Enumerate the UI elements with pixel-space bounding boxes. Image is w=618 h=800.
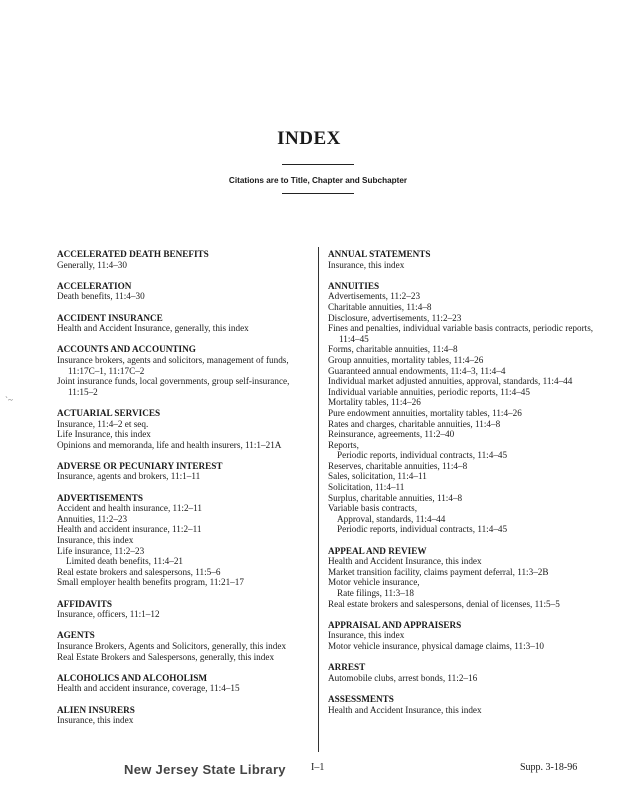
index-entry: Individual variable annuities, periodic reports, 11:4–45 <box>328 386 530 397</box>
index-heading: ANNUAL STATEMENTS <box>328 249 431 259</box>
index-entry: Insurance Brokers, Agents and Solicitors, generally, this index <box>57 640 287 651</box>
index-section <box>57 630 307 662</box>
index-entry: Reinsurance, agreements, 11:2–40 <box>328 429 455 440</box>
index-section <box>328 546 598 610</box>
index-section <box>57 313 307 334</box>
index-entry: Insurance, officers, 11:1–12 <box>57 609 160 620</box>
index-entry: Disclosure, advertisements, 11:2–23 <box>328 312 462 323</box>
index-entry: Solicitation, 11:4–11 <box>328 482 405 493</box>
index-entry: Rates and charges, charitable annuities, 11:4–8 <box>328 418 501 429</box>
index-entry: Reports, <box>328 439 359 450</box>
index-entry: Health and Accident Insurance, this index <box>328 704 482 715</box>
index-entry: Insurance brokers, agents and solicitors, management of funds, 11:17C–1, 11:17C–2 <box>57 354 289 376</box>
index-entry: Insurance, this index <box>57 535 134 546</box>
index-entry: Market transition facility, claims payment deferral, 11:3–2B <box>328 566 549 577</box>
index-entry: Insurance, this index <box>328 630 405 641</box>
index-entry: Pure endowment annuities, mortality tables, 11:4–26 <box>328 407 522 418</box>
supplement-date: Supp. 3-18-96 <box>520 762 578 773</box>
index-entry: Insurance, this index <box>328 259 405 270</box>
index-entry: Guaranteed annual endowments, 11:4–3, 11:4–4 <box>328 365 506 376</box>
index-entry: Periodic reports, individual contracts, 11:4–45 <box>337 524 508 535</box>
index-entry: Reserves, charitable annuities, 11:4–8 <box>328 460 468 471</box>
index-heading: ADVERSE OR PECUNIARY INTEREST <box>57 460 223 471</box>
index-entry: Annuities, 11:2–23 <box>57 513 128 524</box>
index-entry: Real Estate Brokers and Salespersons, generally, this index <box>57 651 275 662</box>
index-entry: Sales, solicitation, 11:4–11 <box>328 471 427 482</box>
index-entry: Small employer health benefits program, 11:21–17 <box>57 577 244 588</box>
index-heading: ADVERTISEMENTS <box>57 492 143 503</box>
index-section <box>57 599 307 620</box>
index-entry: Limited death benefits, 11:4–21 <box>66 556 184 567</box>
index-entry: Variable basis contracts, <box>328 503 418 514</box>
title-rule-top <box>282 164 354 165</box>
page-number: I–1 <box>311 762 325 773</box>
index-entry: Approval, standards, 11:4–44 <box>337 513 446 524</box>
index-entry: Real estate brokers and salespersons, denial of licenses, 11:5–5 <box>328 598 560 609</box>
index-heading: AGENTS <box>57 630 95 641</box>
index-section <box>328 694 598 715</box>
index-entry: Rate filings, 11:3–18 <box>337 588 414 598</box>
index-heading: ACCOUNTS AND ACCOUNTING <box>57 344 196 355</box>
index-entry: Periodic reports, individual contracts, 11:4–45 <box>337 450 508 461</box>
index-entry: Health and Accident Insurance, this index <box>328 556 482 567</box>
index-entry: Insurance, 11:4–2 et seq. <box>57 418 149 429</box>
index-heading: ACCELERATED DEATH BENEFITS <box>57 249 209 259</box>
scan-mark: `~ <box>5 395 13 405</box>
index-column-right <box>328 249 598 726</box>
index-heading: APPEAL AND REVIEW <box>328 545 427 556</box>
index-section <box>57 461 307 482</box>
index-section <box>328 249 598 270</box>
index-entry: Insurance, agents and brokers, 11:1–11 <box>57 471 201 482</box>
index-entry: Generally, 11:4–30 <box>57 259 127 270</box>
title-rule-bottom <box>282 193 354 194</box>
index-section <box>57 249 307 270</box>
index-entry: Health and Accident Insurance, generally, this index <box>57 323 249 334</box>
index-entry: Charitable annuities, 11:4–8 <box>328 301 432 312</box>
index-entry: Motor vehicle insurance, <box>328 577 420 588</box>
index-column-left <box>57 249 307 736</box>
index-section <box>57 408 307 450</box>
column-divider <box>318 247 319 752</box>
index-heading: ACCIDENT INSURANCE <box>57 312 163 323</box>
index-entry: Opinions and memoranda, life and health insurers, 11:1–21A <box>57 439 282 450</box>
index-entry: Insurance, this index <box>57 715 134 726</box>
index-entry: Joint insurance funds, local governments, group self-insurance, 11:15–2 <box>57 376 290 397</box>
index-entry: Life Insurance, this index <box>57 429 151 440</box>
index-section <box>57 344 307 397</box>
index-entry: Health and accident insurance, 11:2–11 <box>57 524 202 535</box>
index-entry: Automobile clubs, arrest bonds, 11:2–16 <box>328 672 478 683</box>
index-section <box>57 673 307 694</box>
index-section <box>328 281 598 535</box>
index-entry: Mortality tables, 11:4–26 <box>328 397 421 408</box>
index-entry: Motor vehicle insurance, physical damage claims, 11:3–10 <box>328 640 545 651</box>
index-entry: Surplus, charitable annuities, 11:4–8 <box>328 492 463 503</box>
index-heading: ACTUARIAL SERVICES <box>57 407 161 418</box>
index-section <box>57 281 307 302</box>
index-heading: APPRAISAL AND APPRAISERS <box>328 619 462 630</box>
citation-note: Citations are to Title, Chapter and Subchapter <box>228 176 408 185</box>
index-entry: Life insurance, 11:2–23 <box>57 545 145 556</box>
index-entry: Forms, charitable annuities, 11:4–8 <box>328 344 458 355</box>
library-stamp: New Jersey State Library <box>124 762 286 777</box>
page-title: INDEX <box>277 128 341 149</box>
index-entry: Death benefits, 11:4–30 <box>57 291 145 302</box>
index-heading: ANNUITIES <box>328 280 380 291</box>
index-section <box>328 662 598 683</box>
index-entry: Group annuities, mortality tables, 11:4–26 <box>328 354 484 365</box>
index-heading: ASSESSMENTS <box>328 693 394 704</box>
index-section <box>57 705 307 726</box>
index-heading: ACCELERATION <box>57 280 132 291</box>
index-entry: Fines and penalties, individual variable basis contracts, periodic reports, 11:4–45 <box>328 323 594 344</box>
index-entry: Accident and health insurance, 11:2–11 <box>57 503 202 514</box>
index-entry: Individual market adjusted annuities, approval, standards, 11:4–44 <box>328 376 573 387</box>
index-heading: ARREST <box>328 662 366 673</box>
index-entry: Advertisements, 11:2–23 <box>328 291 421 302</box>
index-heading: ALIEN INSURERS <box>57 704 135 715</box>
index-heading: ALCOHOLICS AND ALCOHOLISM <box>57 672 208 683</box>
index-section <box>328 620 598 652</box>
index-entry: Health and accident insurance, coverage, 11:4–15 <box>57 683 240 694</box>
index-entry: Real estate brokers and salespersons, 11:5–6 <box>57 566 221 577</box>
index-section <box>57 493 307 588</box>
index-heading: AFFIDAVITS <box>57 598 112 609</box>
